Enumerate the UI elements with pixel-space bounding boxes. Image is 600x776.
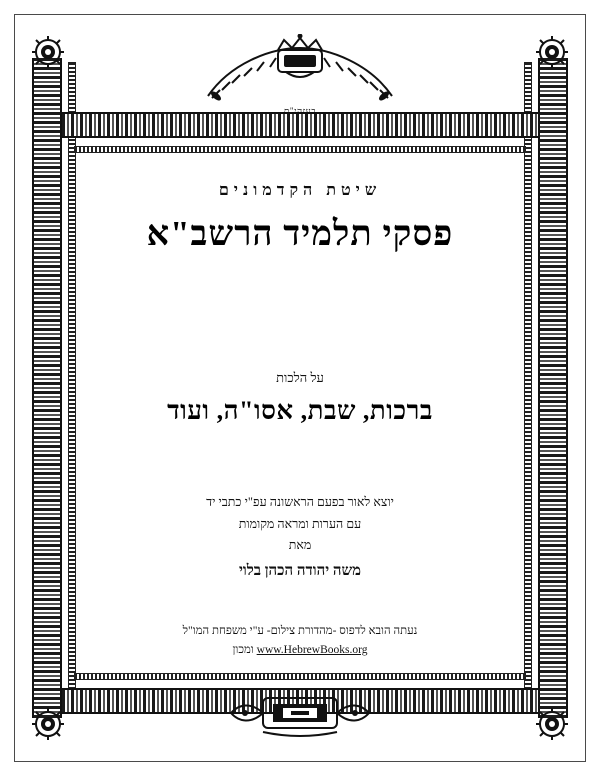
page-title: פסקי תלמיד הרשב"א <box>146 214 454 253</box>
footer-site-line <box>86 641 514 659</box>
rosette-ornament-icon <box>535 35 569 69</box>
border-inner-rule-top <box>74 146 526 153</box>
series-line: שיטת הקדמונים <box>218 182 382 199</box>
footer-site-prefix: ומכון <box>232 643 254 656</box>
credits-line-3: מאת <box>288 538 312 552</box>
subtitle-label: על הלכות <box>276 370 324 385</box>
rosette-ornament-icon <box>31 35 65 69</box>
title-page-content <box>86 160 514 676</box>
footer-block <box>86 622 514 659</box>
corner-rosette-top-right <box>530 30 574 74</box>
border-inner-rule-right <box>524 62 532 714</box>
border-inner-rule-left <box>68 62 76 714</box>
corner-rosette-bottom-left <box>26 702 70 746</box>
border-band-right <box>538 58 568 718</box>
rosette-ornament-icon <box>31 707 65 741</box>
crown-ornament-icon <box>190 34 410 104</box>
subjects-line: ברכות, שבת, אסו"ה, ועוד <box>167 396 433 425</box>
author-name: משה יהודה הכהן בלוי <box>238 562 362 579</box>
cartouche-ornament-icon <box>225 688 375 740</box>
credits-line-1: יוצא לאור בפעם הראשונה עפ"י כתבי יד <box>206 495 394 509</box>
bottom-ornament <box>225 688 375 740</box>
crown-ornament <box>190 34 410 114</box>
corner-rosette-bottom-right <box>530 702 574 746</box>
credits-block <box>86 492 514 584</box>
hebrewbooks-link[interactable]: www.HebrewBooks.org <box>256 643 368 656</box>
corner-rosette-top-left <box>26 30 70 74</box>
crown-caption: בעזהי"ת <box>283 106 317 116</box>
rosette-ornament-icon <box>535 707 569 741</box>
border-band-left <box>32 58 62 718</box>
credits-line-2: עם הערות ומראה מקומות <box>238 516 362 531</box>
footer-line-1: נעתה הובא לדפוס -מהדורת צילום- ע"י משפחת המו"ל <box>182 625 418 638</box>
